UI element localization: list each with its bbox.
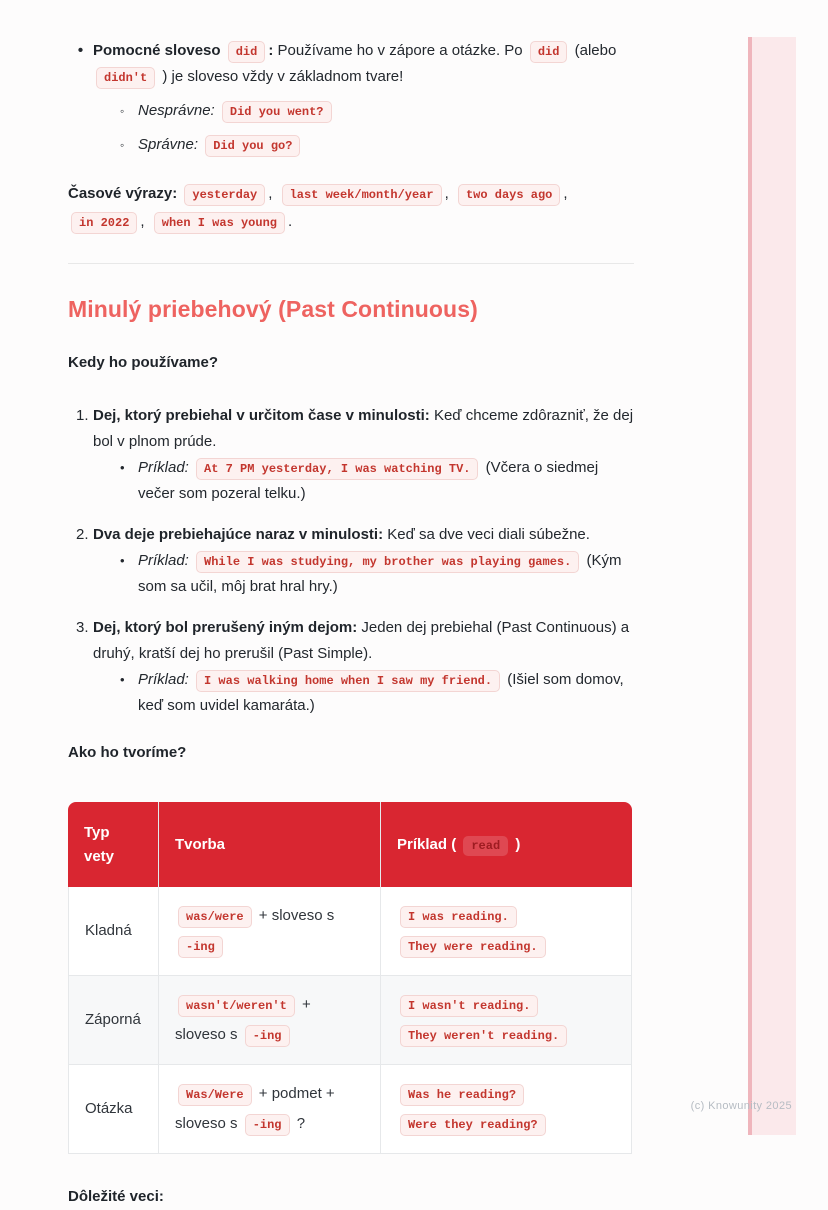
code-badge: was/were <box>178 906 252 928</box>
watermark: (c) Knowunity 2025 <box>690 1100 792 1112</box>
form-text: + sloveso s <box>258 907 335 924</box>
circle-marker: ◦ <box>120 138 125 152</box>
code-badge: Did you go? <box>205 135 300 157</box>
table-header-row <box>68 802 632 887</box>
important-heading: Dôležité veci: <box>68 1188 164 1205</box>
code-badge: They were reading. <box>400 936 546 958</box>
code-badge: While I was studying, my brother was playing games. <box>196 551 579 573</box>
usage-item-bold: Dva deje prebiehajúce naraz v minulosti: <box>93 526 384 543</box>
code-badge: Was he reading? <box>400 1084 524 1106</box>
usage-item-1 <box>68 403 634 507</box>
code-badge: Was/Were <box>178 1084 252 1106</box>
page-highlight-strip <box>748 37 796 1135</box>
circle-marker: ◦ <box>120 104 125 118</box>
row-form <box>158 1065 380 1154</box>
conjugation-table <box>68 802 632 1154</box>
row-form <box>158 887 380 976</box>
table-row-otazka <box>68 1065 632 1154</box>
aux-verb-text-3: ) je sloveso vždy v základnom tvare! <box>162 68 404 85</box>
bullet-marker: • <box>120 672 125 687</box>
list-item <box>93 98 634 124</box>
row-type: Záporná <box>68 976 158 1065</box>
item-number: 3. <box>76 619 89 636</box>
divider <box>68 263 634 264</box>
table-row-zaporna <box>68 976 632 1065</box>
example-row <box>93 548 634 600</box>
row-examples <box>380 887 632 976</box>
row-examples <box>380 976 632 1065</box>
time-expressions <box>68 180 634 236</box>
usage-item-text: Keď sa dve veci diali súbežne. <box>387 526 590 543</box>
code-badge: I wasn't reading. <box>400 995 538 1017</box>
code-badge: last week/month/year <box>282 184 442 206</box>
bullet-marker: • <box>120 460 125 475</box>
code-badge: -ing <box>178 936 223 958</box>
example-label: Príklad: <box>138 671 189 688</box>
code-badge: Were they reading? <box>400 1114 546 1136</box>
usage-item-text: Keď chceme zdôrazniť, že dej bol v plnom prúde. <box>93 407 634 450</box>
example-translation: (Včera o siedmej večer som pozeral telku.) <box>138 459 599 502</box>
separator: , <box>444 185 449 202</box>
correct-incorrect-sublist <box>93 98 634 158</box>
separator: , <box>563 185 568 202</box>
separator: . <box>287 213 293 230</box>
usage-item-text: Jeden dej prebiehal (Past Continuous) a druhý, kratší dej ho prerušil (Past Simple). <box>93 619 630 662</box>
code-badge: -ing <box>245 1025 290 1047</box>
code-badge: read <box>463 836 508 856</box>
colon: : <box>268 42 274 59</box>
list-item <box>68 38 634 158</box>
example-row <box>93 667 634 719</box>
code-badge: At 7 PM yesterday, I was watching TV. <box>196 458 478 480</box>
aux-verb-text: Používame ho v zápore a otázke. Po <box>277 42 523 59</box>
document-page <box>68 0 634 1210</box>
header-priklad <box>380 802 632 887</box>
code-badge: I was walking home when I saw my friend. <box>196 670 500 692</box>
section-title: Minulý priebehový (Past Continuous) <box>68 296 478 322</box>
row-examples <box>380 1065 632 1154</box>
example-row <box>93 455 634 507</box>
row-type: Otázka <box>68 1065 158 1154</box>
row-type: Kladná <box>68 887 158 976</box>
separator: , <box>140 213 145 230</box>
item-number: 1. <box>76 407 89 424</box>
list-item <box>93 132 634 158</box>
time-expressions-label: Časové výrazy: <box>68 185 178 202</box>
usage-item-bold: Dej, ktorý prebiehal v určitom čase v minulosti: <box>93 407 430 424</box>
correct-label: Správne: <box>138 136 199 153</box>
form-text: ? <box>296 1115 306 1132</box>
example-label: Príklad: <box>138 459 189 476</box>
code-badge: did <box>530 41 568 63</box>
aux-verb-lead: Pomocné sloveso <box>93 42 221 59</box>
code-badge: Did you went? <box>222 101 332 123</box>
code-badge: in 2022 <box>71 212 137 234</box>
header-priklad-close: ) <box>515 835 521 853</box>
example-label: Príklad: <box>138 552 189 569</box>
aux-verb-bullet-list <box>68 38 634 158</box>
usage-heading: Kedy ho používame? <box>68 354 219 371</box>
code-badge: two days ago <box>458 184 560 206</box>
incorrect-label: Nesprávne: <box>138 102 215 119</box>
code-badge: didn't <box>96 67 155 89</box>
code-badge: did <box>228 41 266 63</box>
form-text: + podmet + sloveso s <box>175 1085 335 1132</box>
item-number: 2. <box>76 526 89 543</box>
form-heading: Ako ho tvoríme? <box>68 744 187 761</box>
example-translation: (Išiel som domov, keď som uvidel kamaráta.) <box>138 671 624 714</box>
aux-verb-text-2: (alebo <box>574 42 617 59</box>
code-badge: when I was young <box>154 212 285 234</box>
usage-item-bold: Dej, ktorý bol prerušený iným dejom: <box>93 619 358 636</box>
usage-list <box>68 403 634 719</box>
header-typ-vety: Typ vety <box>68 802 158 887</box>
separator: , <box>268 185 273 202</box>
bullet-marker: • <box>120 553 125 568</box>
code-badge: yesterday <box>184 184 265 206</box>
form-text: + sloveso s <box>175 996 311 1043</box>
row-form <box>158 976 380 1065</box>
example-translation: (Kým som sa učil, môj brat hral hry.) <box>138 552 622 595</box>
usage-item-2 <box>68 522 634 600</box>
bullet-marker: • <box>77 42 84 59</box>
code-badge: -ing <box>245 1114 290 1136</box>
header-tvorba: Tvorba <box>158 802 380 887</box>
code-badge: I was reading. <box>400 906 517 928</box>
usage-item-3 <box>68 615 634 719</box>
header-priklad-text: Príklad ( <box>397 835 457 853</box>
table-row-kladna <box>68 887 632 976</box>
code-badge: wasn't/weren't <box>178 995 295 1017</box>
code-badge: They weren't reading. <box>400 1025 567 1047</box>
